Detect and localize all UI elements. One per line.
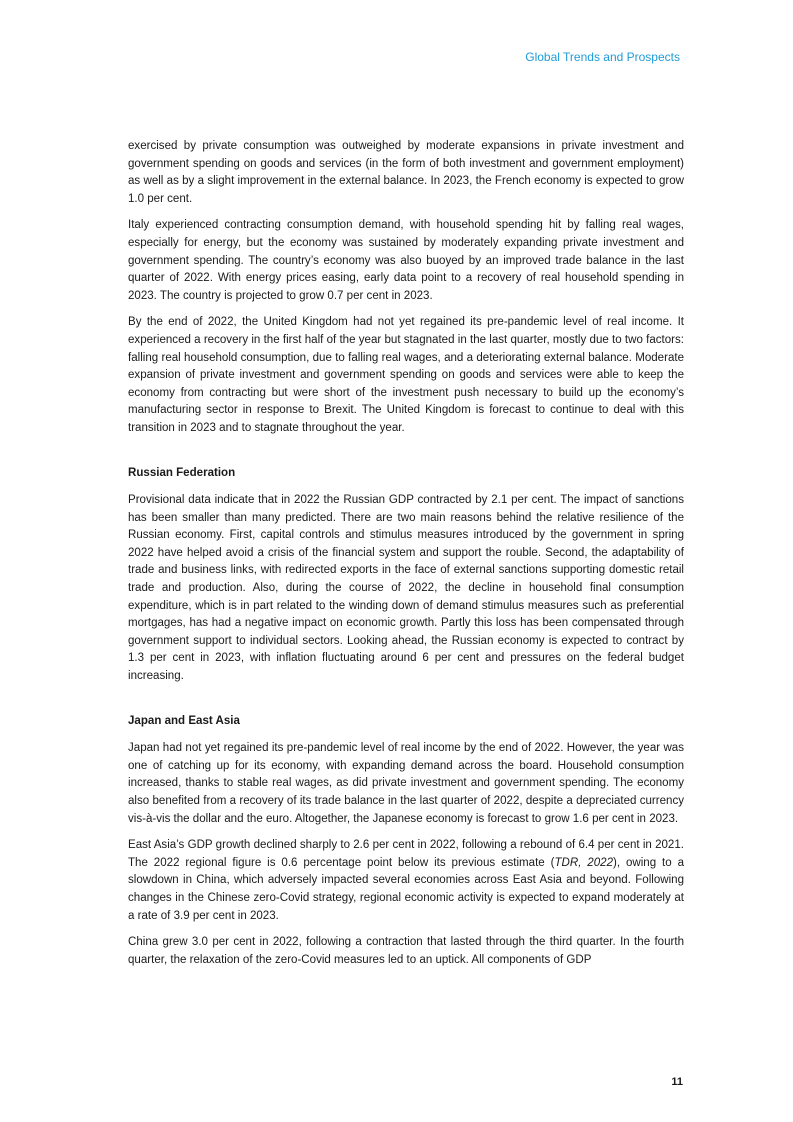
paragraph-japan: Japan had not yet regained its pre-pandemic level of real income by the end of 2022. However, the year was one of catching up for its economy, with expanding demand across the board. Household consumption increased, thanks to stable real wages, as did private investment and government spending. The economy also benefited from a recovery of its trade balance in the last quarter of 2022, despite a depreciated currency vis-à-vis the dollar and the euro. Altogether, the Japanese economy is forecast to grow 1.6 per cent in 2023. [128,742,684,825]
paragraph-east-asia-text-end: ), owing to a slowdown in China, which adversely impacted several economies across East Asia and beyond. Following changes in the Chinese zero-Covid strategy, regional economic activity is expected to expand moderately at a rate of 3.9 per cent in 2023. [128,856,684,922]
paragraph-east-asia [128,837,684,925]
section-heading-russian-federation: Russian Federation [128,466,236,479]
running-header-title: Global Trends and Prospects [525,50,680,64]
paragraph-united-kingdom: By the end of 2022, the United Kingdom had not yet regained its pre-pandemic level of real income. It experienced a recovery in the first half of the year but stagnated in the last quarter, mostly due to two factors: falling real household consumption, due to falling real wages, and a deteriorating external balance. Moderate expansion of private investment and government spending on goods and services were able to keep the economy from contracting but were short of the investment push necessary to build up the economy’s manufacturing sector in response to Brexit. The United Kingdom is forecast to continue to deal with this transition in 2023 and to stagnate throughout the year. [128,316,684,434]
paragraph-china: China grew 3.0 per cent in 2022, following a contraction that lasted through the third quarter. In the fourth quarter, the relaxation of the zero-Covid measures led to an uptick. All components of GDP [128,936,684,966]
page-body [128,138,684,978]
paragraph-italy: Italy experienced contracting consumption demand, with household spending hit by falling real wages, especially for energy, but the economy was sustained by moderately expanding private investment and government spending. The country’s economy was also buoyed by an improved trade balance in the last quarter of 2022. With energy prices easing, early data point to a recovery of real household spending in 2023. The country is projected to grow 0.7 per cent in 2023. [128,219,684,302]
page-number: 11 [671,1076,683,1088]
section-heading-japan-east-asia: Japan and East Asia [128,714,240,727]
paragraph-france: exercised by private consumption was outweighed by moderate expansions in private investment and government spending on goods and services (in the form of both investment and government employment) as well as by a slight improvement in the external balance. In 2023, the French economy is expected to grow 1.0 per cent. [128,140,684,205]
citation-tdr: TDR, 2022 [554,856,613,869]
paragraph-east-asia-text-start: East Asia’s GDP growth declined sharply to 2.6 per cent in 2022, following a rebound of 6.4 per cent in 2021. The 2022 regional figure is 0.6 percentage point below its previous estimate ( [128,839,684,869]
paragraph-russia: Provisional data indicate that in 2022 the Russian GDP contracted by 2.1 per cent. The impact of sanctions has been smaller than many predicted. There are two main reasons behind the relative resilience of the Russian economy. First, capital controls and stimulus measures introduced by the government in spring 2022 have helped avoid a crisis of the financial system and support the rouble. Second, the adaptability of trade and business links, with redirected exports in the face of external sanctions supporting domestic retail trade and production. Also, during the course of 2022, the decline in household final consumption expenditure, which is in part related to the winding down of demand stimulus measures such as preferential mortgages, has had a negative impact on economic growth. Partly this loss has been compensated through government support to individual sectors. Looking ahead, the Russian economy is expected to contract by 1.3 per cent in 2023, with inflation fluctuating around 6 per cent and pressures on the federal budget increasing. [128,494,684,683]
